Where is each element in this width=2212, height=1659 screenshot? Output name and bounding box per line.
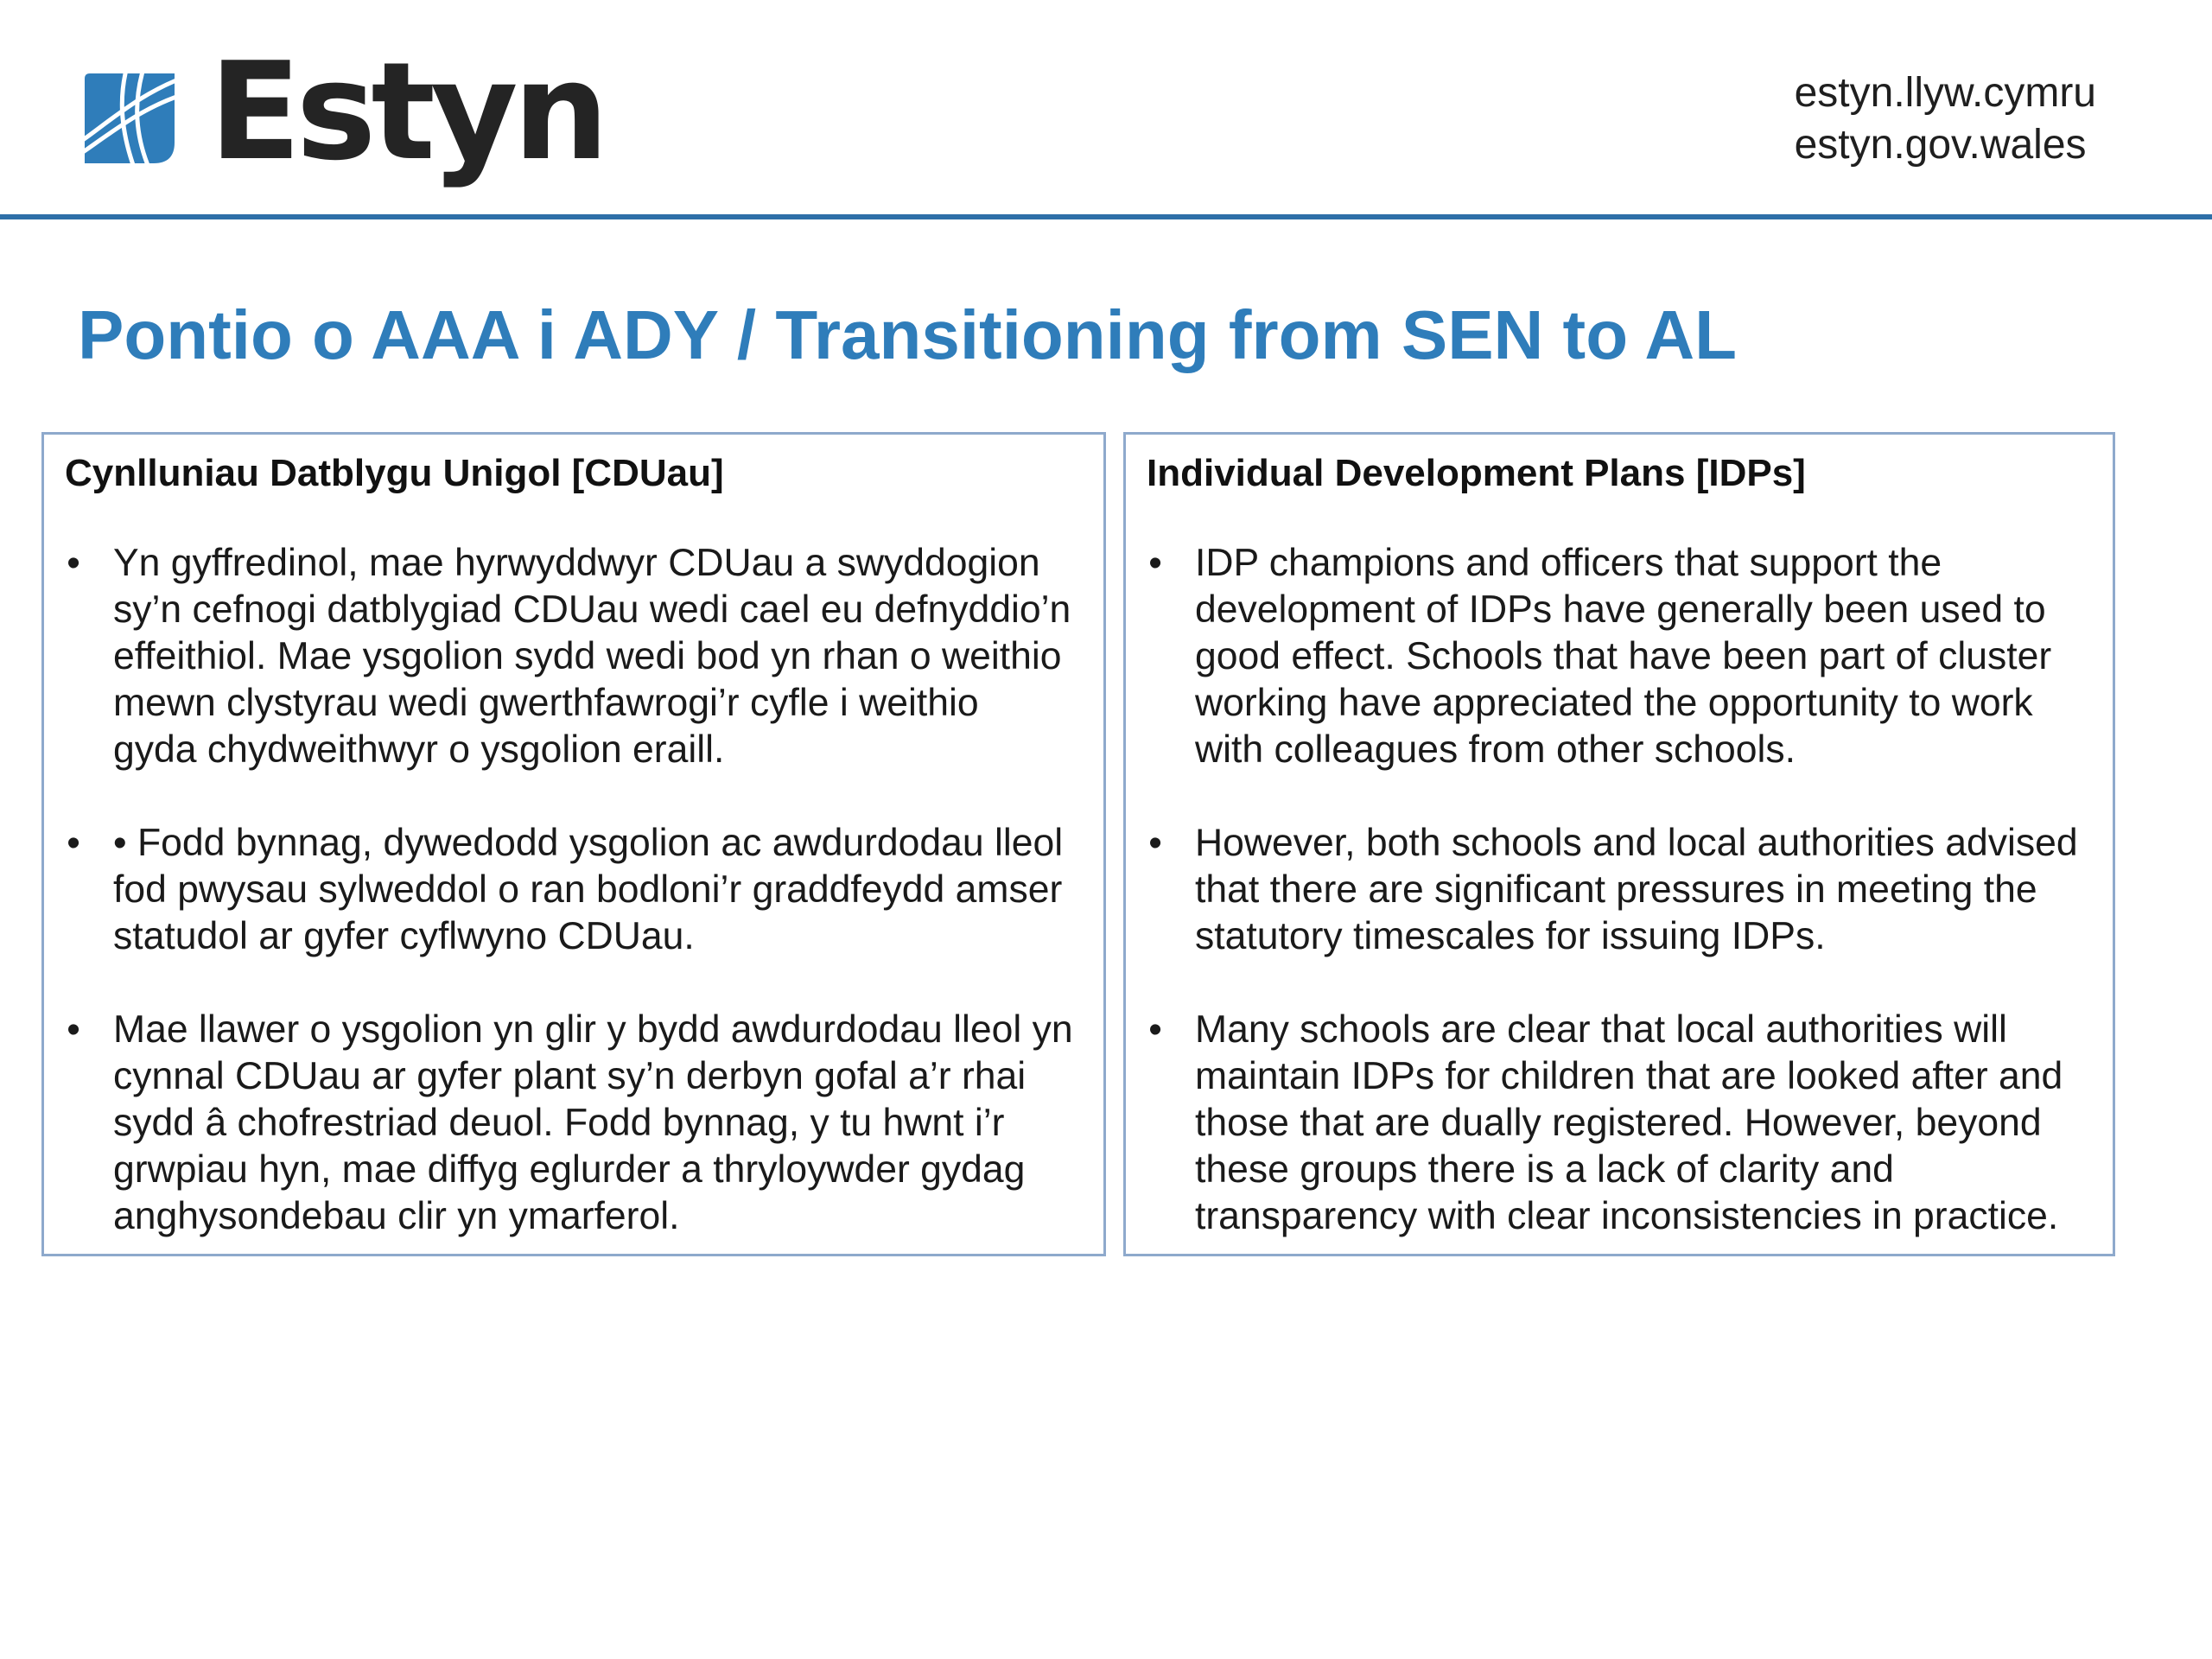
text-line: sydd â chofrestriad deuol. Fodd bynnag, y tu hwnt i’r bbox=[113, 1102, 1005, 1144]
bullet-item bbox=[65, 820, 1083, 960]
text-line: Many schools are clear that local authorities will bbox=[1195, 1008, 2007, 1051]
text-line: cynnal CDUau ar gyfer plant sy’n derbyn gofal a’r rhai bbox=[113, 1055, 1027, 1097]
bullet-icon: • bbox=[1148, 1008, 1162, 1051]
text-line: sy’n cefnogi datblygiad CDUau wedi cael eu defnyddio’n bbox=[113, 588, 1071, 631]
text-line: those that are dually registered. However, beyond bbox=[1195, 1102, 2042, 1144]
text-line: with colleagues from other schools. bbox=[1195, 728, 1796, 771]
bullet-icon: • bbox=[1148, 542, 1162, 584]
header-divider bbox=[0, 214, 2212, 219]
text-line: IDP champions and officers that support the bbox=[1195, 542, 1942, 584]
bullet-icon: • bbox=[67, 542, 80, 584]
text-line: statudol ar gyfer cyflwyno CDUau. bbox=[113, 915, 695, 957]
text-line: Mae llawer o ysgolion yn glir y bydd awdurdodau lleol yn bbox=[113, 1008, 1073, 1051]
bullet-list bbox=[1147, 540, 2092, 1240]
bullet-item bbox=[65, 1007, 1083, 1240]
text-line: statutory timescales for issuing IDPs. bbox=[1195, 915, 1826, 957]
brand-name: Estyn bbox=[209, 33, 604, 190]
bullet-icon: • bbox=[1148, 822, 1162, 864]
page-header bbox=[0, 0, 2212, 216]
text-line: fod pwysau sylweddol o ran bodloni’r graddfeydd amser bbox=[113, 868, 1063, 911]
text-line: working have appreciated the opportunity to work bbox=[1195, 682, 2033, 724]
bullet-list bbox=[65, 540, 1083, 1240]
bullet-icon: • bbox=[67, 1008, 80, 1051]
text-line: anghysondebau clir yn ymarferol. bbox=[113, 1195, 680, 1237]
text-line: transparency with clear inconsistencies in practice. bbox=[1195, 1195, 2059, 1237]
bullet-icon: • bbox=[67, 822, 80, 864]
text-line: • Fodd bynnag, dywedodd ysgolion ac awdurdodau lleol bbox=[113, 822, 1064, 864]
text-line: Yn gyffredinol, mae hyrwyddwyr CDUau a swyddogion bbox=[113, 542, 1040, 584]
estyn-logo[interactable] bbox=[78, 33, 604, 190]
welsh-panel bbox=[41, 432, 1106, 1256]
text-line: mewn clystyrau wedi gwerthfawrogi’r cyfle i weithio bbox=[113, 682, 979, 724]
text-line: development of IDPs have generally been used to bbox=[1195, 588, 2046, 631]
text-line: However, both schools and local authorities advised bbox=[1195, 822, 2078, 864]
text-line: these groups there is a lack of clarity and bbox=[1195, 1148, 1894, 1191]
text-line: maintain IDPs for children that are looked after and bbox=[1195, 1055, 2063, 1097]
page-title: Pontio o AAA i ADY / Transitioning from SEN to AL bbox=[78, 296, 1737, 373]
text-line: gyda chydweithwyr o ysgolion eraill. bbox=[113, 728, 725, 771]
text-line: effeithiol. Mae ysgolion sydd wedi bod yn rhan o weithio bbox=[113, 635, 1062, 677]
website-links bbox=[1795, 67, 2096, 171]
url-welsh[interactable]: estyn.llyw.cymru bbox=[1794, 70, 2096, 116]
text-line: grwpiau hyn, mae diffyg eglurder a thryloywder gydag bbox=[113, 1148, 1026, 1191]
text-line: that there are significant pressures in meeting the bbox=[1195, 868, 2037, 911]
english-panel bbox=[1123, 432, 2115, 1256]
bullet-item bbox=[65, 540, 1083, 773]
text-line: good effect. Schools that have been part of cluster bbox=[1195, 635, 2052, 677]
bullet-item bbox=[1147, 1007, 2092, 1240]
estyn-logo-icon bbox=[78, 67, 181, 170]
bullet-item bbox=[1147, 540, 2092, 773]
url-english[interactable]: estyn.gov.wales bbox=[1794, 122, 2087, 168]
panel-title: Cynlluniau Datblygu Unigol [CDUau] bbox=[65, 452, 724, 494]
panel-title: Individual Development Plans [IDPs] bbox=[1147, 452, 1806, 494]
bullet-item bbox=[1147, 820, 2092, 960]
